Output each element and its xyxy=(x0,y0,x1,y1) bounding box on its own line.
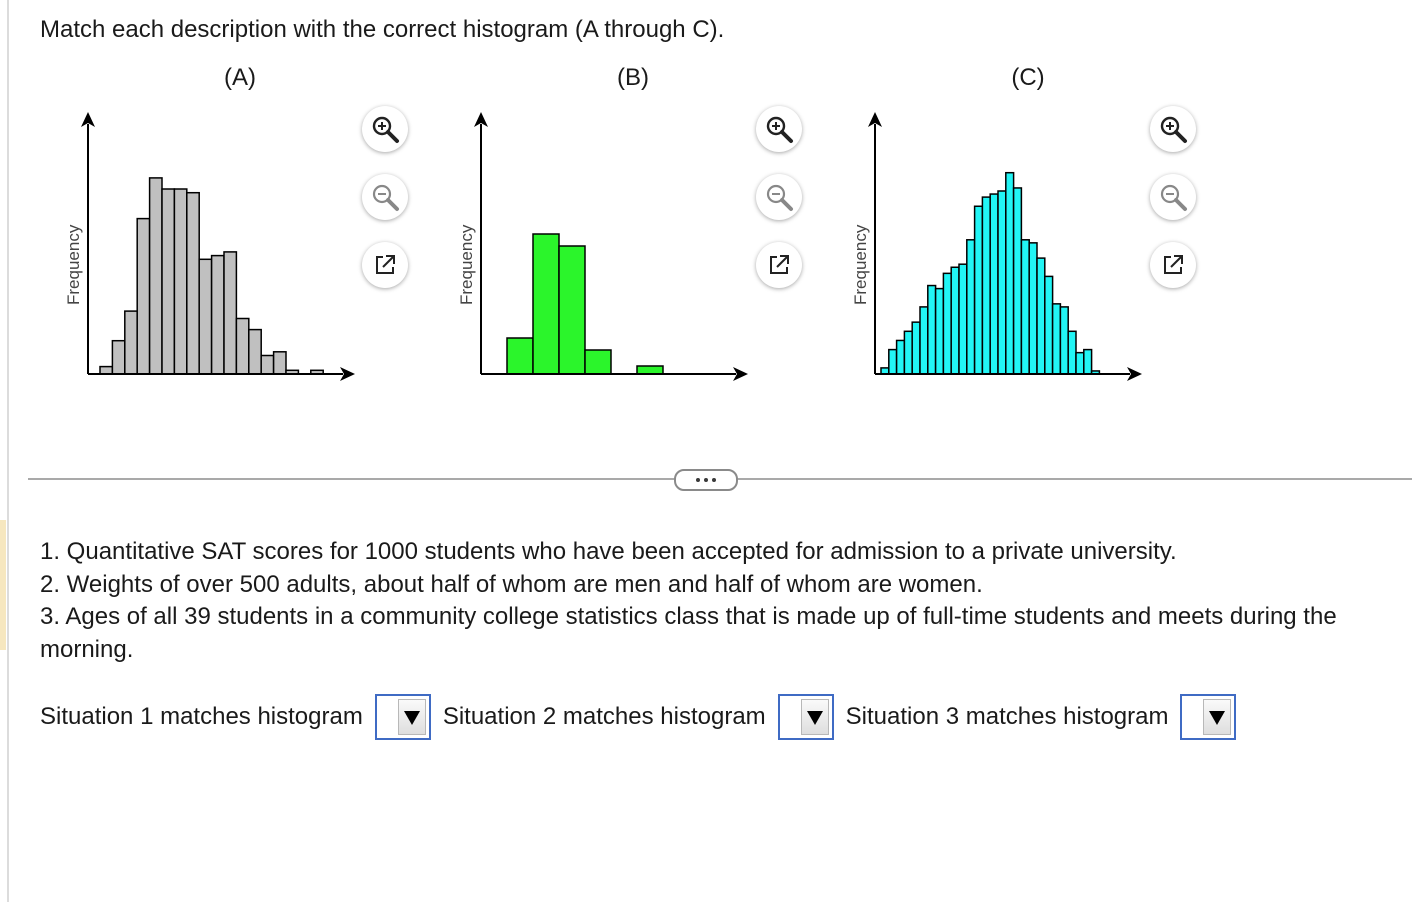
histogram-bar xyxy=(1029,243,1037,374)
dot-icon xyxy=(712,478,716,482)
histogram-bar xyxy=(1060,307,1068,374)
external-link-icon xyxy=(372,252,398,278)
magnifier-minus-icon xyxy=(1158,182,1188,212)
magnifier-minus-icon xyxy=(764,182,794,212)
histogram-c-label: (C) xyxy=(1011,64,1045,91)
histogram-b-label: (B) xyxy=(617,64,649,91)
magnifier-plus-icon xyxy=(1158,114,1188,144)
histogram-c-panel xyxy=(847,100,1187,390)
open-button-a[interactable] xyxy=(362,242,408,288)
magnifier-minus-icon xyxy=(370,182,400,212)
situation-2-dropdown[interactable] xyxy=(778,694,834,740)
magnifier-plus-icon xyxy=(764,114,794,144)
histogram-bar xyxy=(1076,353,1084,374)
histogram-bar xyxy=(261,356,273,375)
open-button-b[interactable] xyxy=(756,242,802,288)
histogram-bar xyxy=(100,367,112,374)
histogram-bar xyxy=(1014,188,1022,374)
histogram-a-panel xyxy=(60,100,400,390)
situation-3-dropdown[interactable] xyxy=(1180,694,1236,740)
histogram-bar xyxy=(1006,173,1014,374)
external-link-icon xyxy=(766,252,792,278)
histogram-bar xyxy=(585,350,611,374)
histogram-bar xyxy=(975,206,983,374)
question-marker xyxy=(0,520,6,650)
situation-1-text: 1. Quantitative SAT scores for 1000 students who have been accepted for admission to a private university. xyxy=(40,538,1177,565)
histogram-bar xyxy=(1045,276,1053,374)
dropdown-arrow-icon xyxy=(1203,699,1231,735)
histogram-bar xyxy=(982,197,990,374)
histogram-bar xyxy=(212,256,224,374)
histogram-bar xyxy=(928,286,936,374)
histogram-bar xyxy=(951,267,959,374)
histogram-bar xyxy=(998,191,1006,374)
situation-3-answer-label: Situation 3 matches histogram xyxy=(845,703,1169,730)
histogram-bar xyxy=(889,350,897,374)
histogram-bar xyxy=(249,330,261,374)
histogram-bar xyxy=(112,341,124,374)
dot-icon xyxy=(704,478,708,482)
y-axis-label: Frequency xyxy=(851,224,870,305)
answer-row xyxy=(40,690,1248,744)
histogram-bar xyxy=(920,307,928,374)
y-axis-label: Frequency xyxy=(457,224,476,305)
histogram-bar xyxy=(959,264,967,374)
histogram-bar xyxy=(137,219,149,374)
histogram-bar xyxy=(224,252,236,374)
histogram-bar xyxy=(637,366,663,374)
histogram-bar xyxy=(187,193,199,374)
histogram-bar xyxy=(1021,240,1029,374)
histogram-bar xyxy=(559,246,585,374)
histogram-bar xyxy=(912,322,920,374)
magnifier-plus-icon xyxy=(370,114,400,144)
histogram-bar xyxy=(274,352,286,374)
zoom-out-button-c[interactable] xyxy=(1150,174,1196,220)
histogram-bar xyxy=(1037,258,1045,374)
dropdown-arrow-icon xyxy=(801,699,829,735)
histogram-bar xyxy=(1068,331,1076,374)
histogram-bar xyxy=(174,189,186,374)
histogram-bar xyxy=(1053,304,1061,374)
situation-2-answer-label: Situation 2 matches histogram xyxy=(442,703,766,730)
situation-2-text: 2. Weights of over 500 adults, about half of whom are men and half of whom are women. xyxy=(40,570,983,598)
histogram-bar xyxy=(897,340,905,374)
left-border xyxy=(7,0,9,902)
histogram-bar xyxy=(150,178,162,374)
expand-more-button[interactable] xyxy=(674,469,738,491)
dropdown-arrow-icon xyxy=(398,699,426,735)
histogram-b-chart xyxy=(453,100,753,390)
histogram-bar xyxy=(533,234,559,374)
histogram-bar xyxy=(162,189,174,374)
histogram-bar xyxy=(199,259,211,374)
histogram-a-label: (A) xyxy=(224,64,256,91)
histogram-bar xyxy=(125,311,137,374)
dot-icon xyxy=(696,478,700,482)
histogram-bar xyxy=(936,289,944,374)
histogram-bar xyxy=(1084,350,1092,374)
histogram-bar xyxy=(236,319,248,375)
histogram-bar xyxy=(904,331,912,374)
situation-1-dropdown[interactable] xyxy=(375,694,431,740)
situation-1-answer-label: Situation 1 matches histogram xyxy=(40,703,363,730)
histogram-a-chart xyxy=(60,100,360,390)
histogram-bar xyxy=(967,240,975,374)
y-axis-label: Frequency xyxy=(64,224,83,305)
instruction-text: Match each description with the correct histogram (A through C). xyxy=(40,16,725,43)
zoom-in-button-b[interactable] xyxy=(756,106,802,152)
histogram-b-panel xyxy=(453,100,793,390)
zoom-out-button-a[interactable] xyxy=(362,174,408,220)
external-link-icon xyxy=(1160,252,1186,278)
histogram-bar xyxy=(507,338,533,374)
histogram-bar xyxy=(990,194,998,374)
situations-list xyxy=(40,536,1410,666)
zoom-in-button-a[interactable] xyxy=(362,106,408,152)
open-button-c[interactable] xyxy=(1150,242,1196,288)
zoom-out-button-b[interactable] xyxy=(756,174,802,220)
histogram-bar xyxy=(943,273,951,374)
zoom-in-button-c[interactable] xyxy=(1150,106,1196,152)
situation-3-text: 3. Ages of all 39 students in a community college statistics class that is made up of full-time students and meets during the morning. xyxy=(40,603,1337,663)
histogram-c-chart xyxy=(847,100,1147,390)
